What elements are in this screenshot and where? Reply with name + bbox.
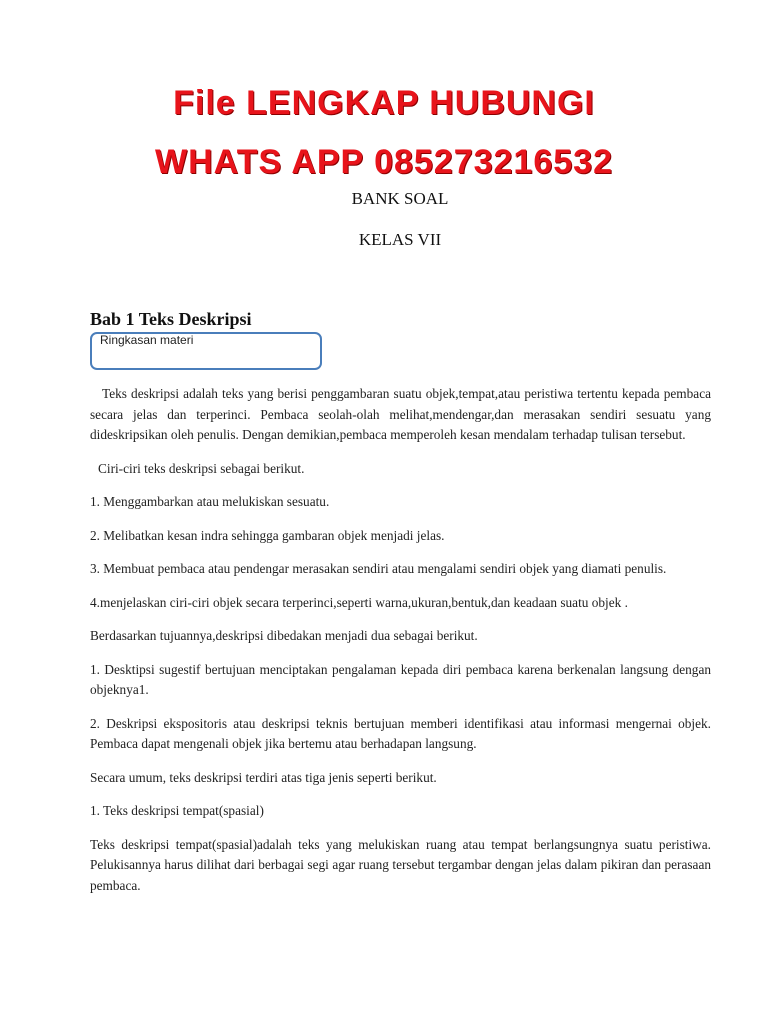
summary-label: Ringkasan materi — [100, 333, 194, 347]
intro-paragraph: Teks deskripsi adalah teks yang berisi penggambaran suatu objek,tempat,atau peristiwa tertentu kepada pembaca secara jelas dan terperinci. Pembaca seolah-olah melihat,mendengar,dan merasakan sendiri sesuatu yang dideskripsikan oleh penulis. Dengan demikian,pembaca memperoleh kesan mendalam terhadap tulisan tersebut. — [90, 386, 711, 442]
list-item: 3. Membuat pembaca atau pendengar merasakan sendiri atau mengalami sendiri objek yang diamati penulis. — [90, 561, 667, 576]
list-item: 2. Melibatkan kesan indra sehingga gambaran objek menjadi jelas. — [90, 527, 445, 543]
class-label: KELAS VII — [358, 230, 442, 249]
summary-box — [90, 332, 322, 370]
document-body — [90, 384, 711, 909]
document-title: BANK SOAL — [351, 189, 449, 208]
list-item: 1. Menggambarkan atau melukiskan sesuatu. — [90, 494, 330, 509]
chapter-heading: Bab 1 Teks Deskripsi — [90, 309, 252, 329]
ciri-intro: Ciri-ciri teks deskripsi sebagai berikut. — [98, 460, 305, 476]
umum-intro: Secara umum, teks deskripsi terdiri atas tiga jenis seperti berikut. — [90, 769, 437, 785]
contact-banner-line-2: WHATS APP 085273216532 — [155, 143, 613, 181]
contact-banner-line-1: File LENGKAP HUBUNGI — [173, 84, 595, 122]
jenis-intro: Berdasarkan tujuannya,deskripsi dibedakan menjadi dua sebagai berikut. — [90, 628, 478, 643]
list-item: 1. Desktipsi sugestif bertujuan menciptakan pengalaman kepada diri pembaca karena berkenalan langsung dengan objeknya1. — [90, 661, 711, 697]
tempat-paragraph: Teks deskripsi tempat(spasial)adalah teks yang melukiskan ruang atau tempat berlangsungnya suatu peristiwa. Pelukisannya harus dilihat dari berbagai segi agar ruang tersebut tergambar dengan jelas dalam pikiran dan perasaan pembaca. — [90, 836, 711, 893]
list-item: 2. Deskripsi ekspositoris atau deskripsi teknis bertujuan memberi identifikasi atau informasi mengernai objek. Pembaca dapat mengenali objek jika bertemu atau berhadapan langsung. — [90, 715, 711, 751]
list-item: 4.menjelaskan ciri-ciri objek secara terperinci,seperti warna,ukuran,bentuk,dan keadaan suatu objek . — [90, 594, 628, 610]
section-heading-tempat: 1. Teks deskripsi tempat(spasial) — [90, 803, 264, 818]
